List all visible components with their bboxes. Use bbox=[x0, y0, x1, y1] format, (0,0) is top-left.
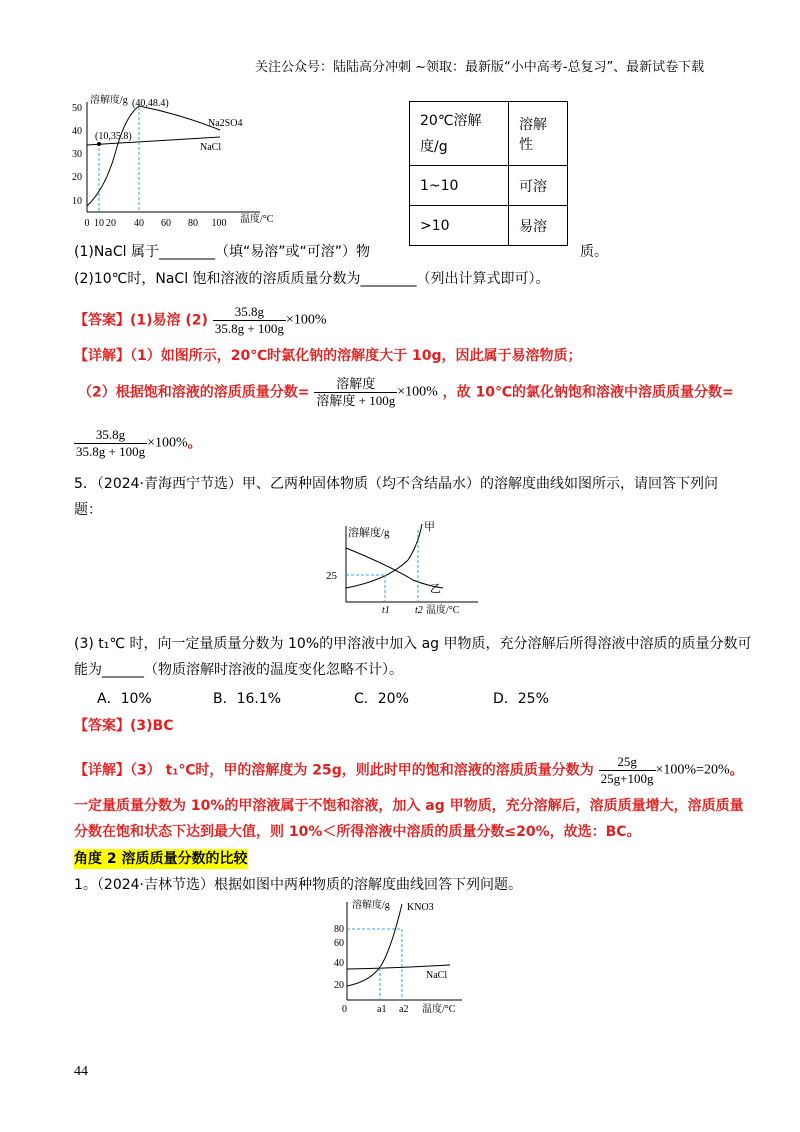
t2-label: t2 bbox=[415, 605, 423, 616]
solubility-chart-jia-yi bbox=[318, 520, 488, 620]
a1-label: a1 bbox=[377, 1004, 387, 1015]
table-cell: 可溶 bbox=[509, 166, 568, 206]
multiplier: ×100% bbox=[285, 312, 327, 328]
fraction-denominator: 35.8g + 100g bbox=[214, 321, 284, 336]
fraction-denominator: 35.8g + 100g bbox=[76, 444, 146, 459]
point-a-label: (40,48.4) bbox=[132, 98, 169, 109]
jia-label: 甲 bbox=[424, 521, 435, 533]
x-origin: 0 bbox=[342, 1004, 347, 1015]
question-5-3-line1: (3) t₁℃ 时，向一定量质量分数为 10%的甲溶液中加入 ag 甲物质，充分溶解后所得溶液中溶质的质量分数可 bbox=[74, 636, 752, 652]
x-tick: 20 bbox=[106, 218, 116, 229]
fraction-numerator: 35.8g bbox=[74, 427, 147, 444]
x-tick: 60 bbox=[161, 218, 171, 229]
y-tick: 40 bbox=[334, 958, 344, 969]
point-10-35.8 bbox=[97, 142, 101, 146]
t1-label: t1 bbox=[382, 605, 390, 616]
table-header-solubility: 20℃溶解 bbox=[420, 112, 482, 129]
x-tick: 40 bbox=[134, 218, 144, 229]
x-axis-label: 温度/°C bbox=[426, 605, 460, 616]
page-number: 44 bbox=[74, 1064, 88, 1079]
y-tick: 50 bbox=[72, 103, 82, 114]
answer-1-label: 【答案】(1)易溶 (2) bbox=[74, 312, 208, 329]
kno3-label: KNO3 bbox=[407, 902, 434, 913]
y-tick: 80 bbox=[334, 924, 344, 935]
solubility-table bbox=[409, 101, 568, 246]
table-cell: 易溶 bbox=[509, 206, 568, 246]
x-tick: 80 bbox=[188, 218, 198, 229]
question-5-3-line2: 能为______（物质溶解时溶液的温度变化忽略不计）。 bbox=[74, 662, 403, 678]
a2-label: a2 bbox=[399, 1004, 409, 1015]
detail-5-line2: 一定量质量分数为 10%的甲溶液属于不饱和溶液，加入 ag 甲物质，充分溶解后，溶质质量增大，溶质质量 bbox=[74, 798, 744, 814]
nacl-curve bbox=[347, 965, 450, 969]
detail-label: 【详解】（3） bbox=[74, 762, 161, 779]
question-1-tail: 质。 bbox=[580, 244, 608, 260]
multiplier: ×100%=20% bbox=[655, 762, 730, 778]
x-axis-label: 温度/°C bbox=[422, 1004, 456, 1015]
y-axis-label: 溶解度/g bbox=[352, 900, 390, 911]
fraction bbox=[213, 304, 286, 337]
detail-text: ，故 10℃的氯化钠饱和溶液中溶质质量分数= bbox=[442, 384, 734, 401]
fraction-numerator: 溶解度 bbox=[314, 376, 397, 393]
fraction bbox=[314, 376, 397, 409]
question-1: (1)NaCl 属于________（填“易溶”或“可溶”）物 bbox=[74, 244, 371, 260]
fraction-denominator: 25g+100g bbox=[600, 771, 654, 786]
table-header-solubility-unit: 度/g bbox=[420, 138, 448, 155]
detail-1-line3 bbox=[74, 427, 202, 460]
question-2: (2)10℃时，NaCl 饱和溶液的溶质质量分数为________（列出计算式即可）。 bbox=[74, 271, 550, 287]
x-tick: 100 bbox=[211, 218, 227, 229]
question-1b: 1。（2024·吉林节选）根据如图中两种物质的溶解度曲线回答下列问题。 bbox=[74, 877, 522, 893]
option-d: D．25% bbox=[493, 691, 549, 707]
answer-5: 【答案】(3)BC bbox=[74, 718, 174, 734]
fraction bbox=[74, 427, 147, 460]
y-axis-label: 溶解度/g bbox=[90, 95, 128, 106]
fraction-numerator: 25g bbox=[599, 754, 656, 771]
question-5-line2: 题： bbox=[74, 502, 102, 518]
y-tick: 20 bbox=[334, 980, 344, 991]
solubility-chart-kno3-nacl bbox=[322, 896, 472, 1016]
na2so4-curve bbox=[87, 106, 220, 206]
point-b-label: (10,35.8) bbox=[95, 131, 132, 142]
yi-curve bbox=[346, 548, 443, 588]
fraction-denominator: 溶解度 + 100g bbox=[316, 393, 396, 408]
x-tick: 0 bbox=[84, 218, 90, 229]
detail-end: 。 bbox=[729, 762, 744, 779]
detail-5-line1 bbox=[74, 754, 744, 787]
detail-5-line3: 分数在饱和状态下达到最大值，则 10%＜所得溶液中溶质的质量分数≤20%，故选：BC。 bbox=[74, 824, 641, 840]
detail-1-line2 bbox=[78, 376, 734, 409]
option-b: B．16.1% bbox=[213, 691, 282, 707]
x-tick: 10 bbox=[94, 218, 104, 229]
multiplier: ×100% bbox=[397, 384, 438, 400]
x-axis-label: 温度/°C bbox=[240, 214, 274, 225]
option-c: C．20% bbox=[354, 691, 409, 707]
na2so4-label: Na2SO4 bbox=[208, 118, 243, 129]
nacl-label: NaCl bbox=[426, 970, 448, 981]
nacl-label: NaCl bbox=[200, 142, 222, 153]
answer-1 bbox=[74, 304, 326, 337]
y-tick: 30 bbox=[72, 149, 82, 160]
detail-1-line1: 【详解】（1）如图所示，20℃时氯化钠的溶解度大于 10g，因此属于易溶物质； bbox=[74, 348, 582, 364]
detail-text: （2）根据饱和溶液的溶质质量分数= bbox=[78, 384, 310, 401]
table-header-property: 溶解性 bbox=[509, 102, 568, 166]
kno3-curve bbox=[347, 904, 402, 986]
y-tick: 10 bbox=[72, 196, 82, 207]
y-tick: 40 bbox=[72, 126, 82, 137]
option-a: A．10% bbox=[97, 691, 152, 707]
table-cell: 1~10 bbox=[410, 166, 509, 206]
page-header: 关注公众号：陆陆高分冲刺 ~领取：最新版“小中高考-总复习”、最新试卷下载 bbox=[255, 60, 705, 75]
fraction bbox=[599, 754, 656, 787]
y-tick: 60 bbox=[334, 938, 344, 949]
y-tick: 20 bbox=[72, 172, 82, 183]
table-cell: >10 bbox=[410, 206, 509, 246]
solubility-chart-nacl-na2so4 bbox=[60, 94, 300, 234]
question-5-line1: 5．（2024·青海西宁节选）甲、乙两种固体物质（均不含结晶水）的溶解度曲线如图所示，请回答下列问 bbox=[74, 476, 718, 492]
yi-label: 乙 bbox=[430, 583, 441, 595]
detail-text: t₁℃时，甲的溶解度为 25g，则此时甲的饱和溶液的溶质质量分数为 bbox=[165, 762, 594, 779]
section-heading: 角度 2 溶质质量分数的比较 bbox=[74, 851, 248, 867]
y-axis-label: 溶解度/g bbox=[348, 527, 390, 539]
fraction-numerator: 35.8g bbox=[213, 304, 286, 321]
detail-end: 。 bbox=[187, 435, 202, 452]
multiplier: ×100% bbox=[147, 435, 188, 451]
y-tick-25: 25 bbox=[326, 570, 337, 582]
